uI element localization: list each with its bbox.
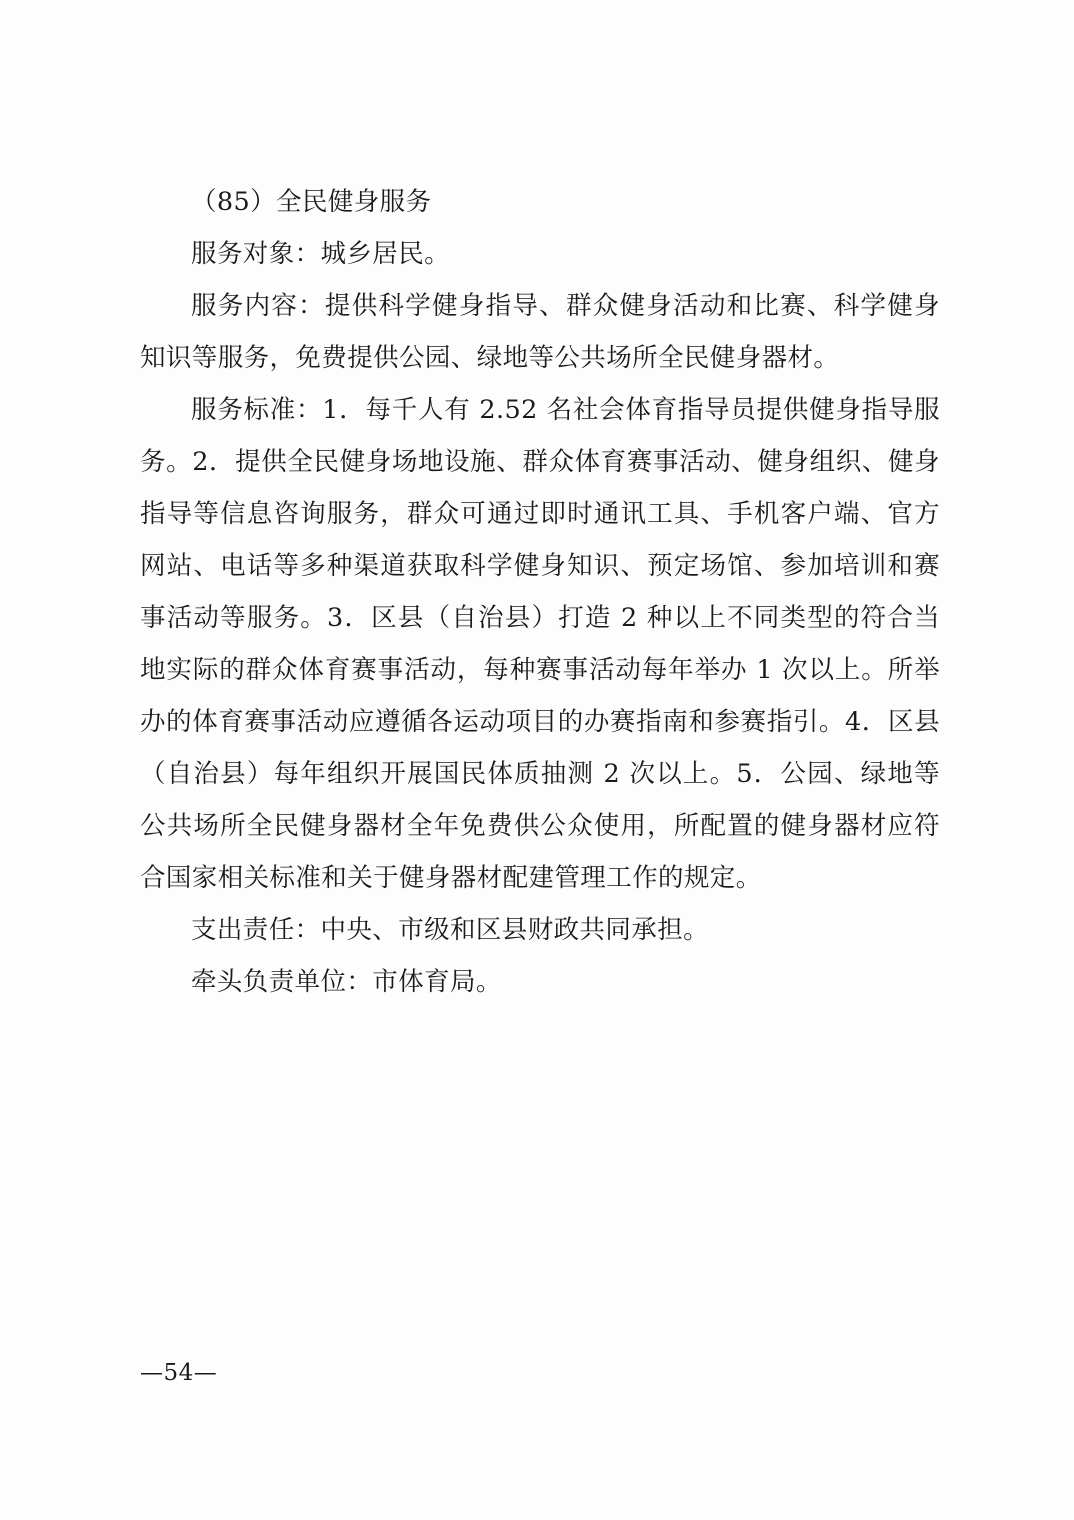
paragraph-service-target: 服务对象：城乡居民。 <box>191 239 451 269</box>
paragraph-service-standard: 服务标准：1．每千人有 2.52 名社会体育指导员提供健身指导服务。2．提供全民健身场地设施、群众体育赛事活动、健身组织、健身指导等信息咨询服务，群众可通过即时通讯工具、手机客户端、官方网站、电话等多种渠道获取科学健身知识、预定场馆、参加培训和赛事活动等服务。3．区县（自治县）打造 2 种以上不同类型的符合当地实际的群众体育赛事活动，每种赛事活动每年举办 1 次以上。所举办的体育赛事活动应遵循各运动项目的办赛指南和参赛指引。4．区县（自治县）每年组织开展国民体质抽测 2 次以上。5．公园、绿地等公共场所全民健身器材全年免费供公众使用，所配置的健身器材应符合国家相关标准和关于健身器材配建管理工作的规定。 <box>140 395 940 893</box>
paragraph-service-content: 服务内容：提供科学健身指导、群众健身活动和比赛、科学健身知识等服务，免费提供公园、绿地等公共场所全民健身器材。 <box>140 291 940 373</box>
page-number: —54— <box>140 1360 218 1386</box>
document-body <box>140 176 940 1008</box>
paragraph-lead-unit: 牵头负责单位：市体育局。 <box>191 967 502 997</box>
section-heading: （85）全民健身服务 <box>191 187 432 217</box>
paragraph-expenditure-responsibility: 支出责任：中央、市级和区县财政共同承担。 <box>191 915 710 945</box>
